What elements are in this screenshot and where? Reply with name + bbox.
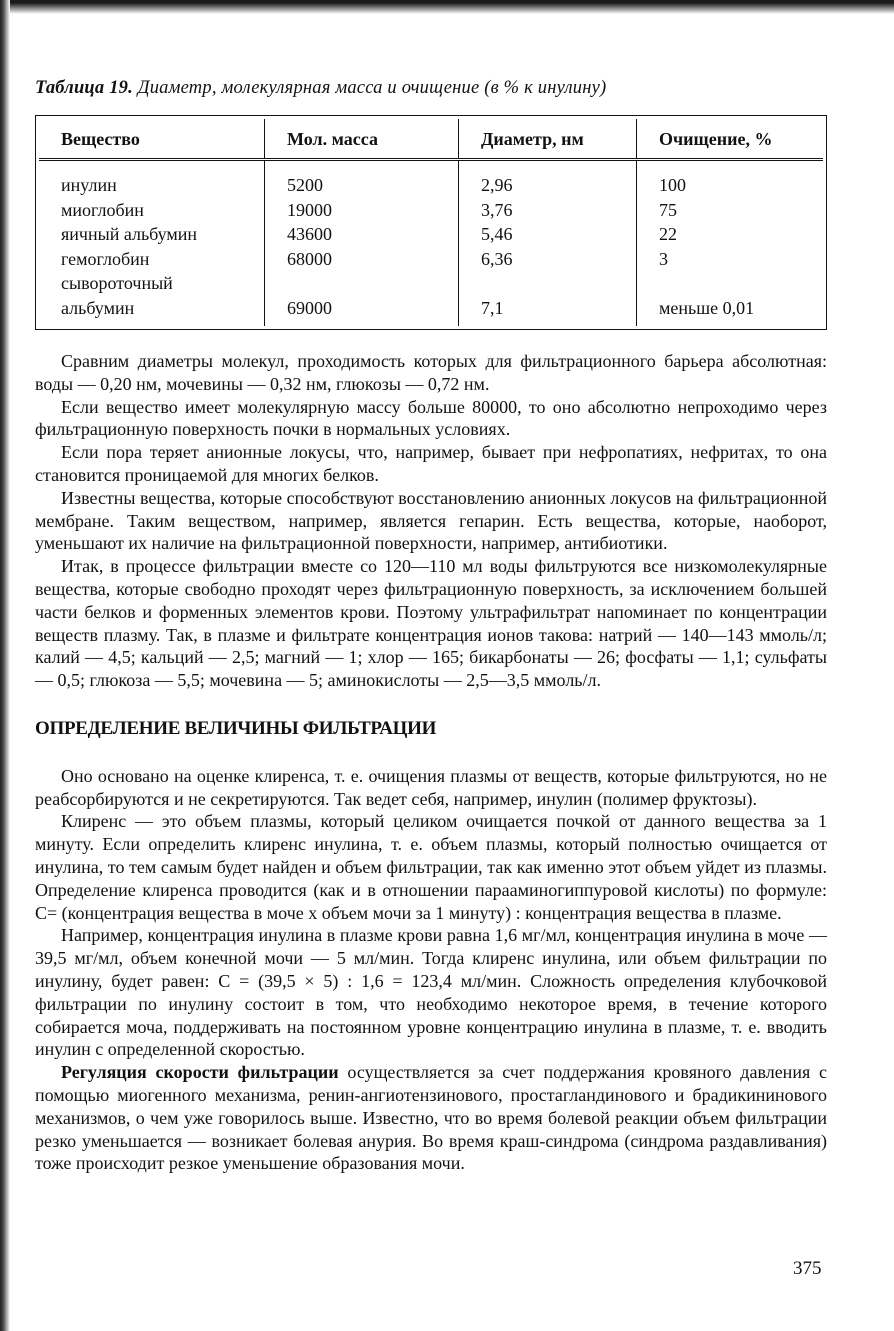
paragraph: Известны вещества, которые способствуют восстановлению анионных локусов на фильтрационной мембране. Таким веществом, например, является гепарин. Есть вещества, которые, наоборот, уменьшают их наличие на фильтрационной поверхности, например, антибиотики. [35, 487, 827, 554]
book-page [35, 78, 827, 1175]
cell-substance: яичный альбумин [61, 224, 198, 244]
table-caption-text: Диаметр, молекулярная масса и очищение (в % к инулину) [137, 78, 607, 98]
cell-diameter: 5,46 [459, 222, 637, 247]
cell-substance: миоглобин [61, 199, 144, 220]
paragraph-bold-lead: Регуляция скорости фильтрации [61, 1062, 339, 1083]
table-caption-label: Таблица 19. [35, 78, 133, 98]
table-row [39, 271, 823, 326]
table-row [39, 198, 823, 223]
cell-clearance: 100 [637, 160, 824, 198]
table-caption [35, 78, 827, 99]
header-clearance: Очищение, % [637, 119, 824, 160]
cell-clearance: меньше 0,01 [637, 271, 824, 326]
table-header-row [39, 119, 823, 160]
paragraph: Если вещество имеет молекулярную массу больше 80000, то оно абсолютно непроходимо через фильтрационную поверхность почки в нормальных условиях. [35, 396, 827, 440]
cell-substance-line2: альбумин [61, 297, 135, 318]
scan-shadow-left [0, 0, 10, 1331]
cell-clearance: 22 [637, 222, 824, 247]
cell-diameter: 6,36 [459, 247, 637, 272]
cell-diameter: 7,1 [459, 271, 637, 326]
cell-mol-mass: 5200 [265, 160, 459, 198]
paragraph [35, 1061, 827, 1175]
cell-mol-mass: 19000 [265, 198, 459, 223]
table-row [39, 160, 823, 198]
cell-diameter: 2,96 [459, 160, 637, 198]
table-row [39, 247, 823, 272]
header-diameter: Диаметр, нм [459, 119, 637, 160]
body-text [35, 350, 827, 1175]
section-heading: ОПРЕДЕЛЕНИЕ ВЕЛИЧИНЫ ФИЛЬТРАЦИИ [35, 717, 437, 739]
scan-shadow-top [0, 0, 894, 14]
paragraph: Оно основано на оценке клиренса, т. е. очищения плазмы от веществ, которые фильтруются, но не реабсорбируются и не секретируются. Так ведет себя, например, инулин (полимер фруктозы). [35, 765, 827, 809]
cell-diameter: 3,76 [459, 198, 637, 223]
cell-substance: инулин [61, 175, 117, 195]
paragraph: Сравним диаметры молекул, проходимость которых для фильтрационного барьера абсолютная: воды — 0,20 нм, мочевины — 0,32 нм, глюкозы — 0,72 нм. [35, 351, 827, 394]
cell-substance [39, 271, 265, 326]
data-table-frame [35, 115, 827, 330]
paragraph: Например, концентрация инулина в плазме крови равна 1,6 мг/мл, концентрация инулина в моче — 39,5 мг/мл, объем конечной мочи — 5 мл/мин. Тогда клиренс инулина, или объем фильтрации по инулину, будет равен: С = (39,5 × 5) : 1,6 = 123,4 мл/мин. Сложность определения клубочковой фильтрации по инулину состоит в том, что необходимо некоторое время, в течение которого собирается моча, поддерживать на постоянном уровне концентрацию инулина в плазме, т. е. вводить инулин с определенной скоростью. [35, 925, 827, 1060]
cell-substance-line1: сывороточный [61, 273, 173, 293]
header-mol-mass: Мол. масса [265, 119, 459, 160]
cell-mol-mass: 69000 [265, 271, 459, 326]
paragraph: Клиренс — это объем плазмы, который целиком очищается почкой от данного вещества за 1 минуту. Если определить клиренс инулина, т. е. объем плазмы, который полностью очищается от инулина, то тем самым будет найден и объем фильтрации, так как именно этот объем уйдет из плазмы. Определение клиренса проводится (как и в отношении парааминогиппуровой кислоты) по формуле: С= (концентрация вещества в моче х объем мочи за 1 минуту) : концентрация вещества в плазме. [35, 811, 827, 923]
cell-mol-mass: 43600 [265, 222, 459, 247]
cell-clearance: 3 [637, 247, 824, 272]
cell-mol-mass: 68000 [265, 247, 459, 272]
data-table [39, 119, 823, 326]
header-substance: Вещество [39, 119, 265, 160]
paragraph: Если пора теряет анионные локусы, что, например, бывает при нефропатиях, нефритах, то она становится проницаемой для многих белков. [35, 442, 827, 485]
cell-substance: гемоглобин [61, 248, 150, 269]
page-number: 375 [793, 1258, 822, 1279]
cell-clearance: 75 [637, 198, 824, 223]
table-row [39, 222, 823, 247]
paragraph: Итак, в процессе фильтрации вместе со 120—110 мл воды фильтруются все низкомолекулярные вещества, которые свободно проходят через фильтрационную поверхность, за исключением большей части белков и форменных элементов крови. Поэтому ультрафильтрат напоминает по концентрации веществ плазму. Так, в плазме и фильтрате концентрация ионов такова: натрий — 140—143 ммоль/л; калий — 4,5; кальций — 2,5; магний — 1; хлор — 165; бикарбонаты — 26; фосфаты — 1,1; сульфаты — 0,5; глюкоза — 5,5; мочевина — 5; аминокислоты — 2,5—3,5 ммоль/л. [35, 556, 827, 691]
paragraph-text: осуществляется за счет поддержания кровяного давления с помощью миогенного механизма, ренин-ангиотензинового, простагландинового и брадикининового механизмов, о чем уже говорилось выше. Известно, что во время болевой реакции объем фильтрации резко уменьшается — возникает болевая анурия. Во время краш-синдрома (синдрома раздавливания) тоже происходит резкое уменьшение образования мочи. [35, 1062, 827, 1174]
